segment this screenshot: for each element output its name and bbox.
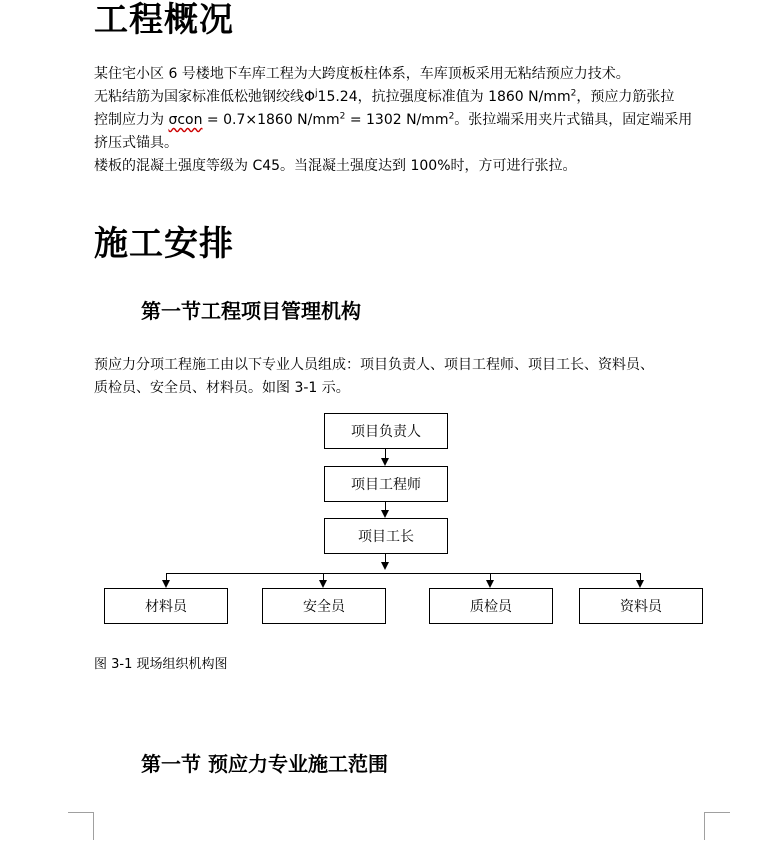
superscript: 2 bbox=[448, 111, 455, 122]
text-fragment: 15.24，抗拉强度标准值为 1860 N/mm bbox=[317, 89, 571, 105]
text-fragment: = 0.7×1860 N/mm bbox=[202, 112, 340, 128]
arrow-down-icon bbox=[636, 580, 644, 588]
arrow-down-icon bbox=[381, 510, 389, 518]
arrow-down-icon bbox=[162, 580, 170, 588]
connector-line bbox=[640, 573, 641, 580]
text-fragment: 无粘结筋为国家标准低松弛钢绞线Φ bbox=[94, 89, 316, 105]
page-corner-mark bbox=[704, 812, 705, 840]
connector-line bbox=[490, 573, 491, 580]
arrow-down-icon bbox=[319, 580, 327, 588]
page-corner-mark bbox=[68, 812, 94, 813]
superscript: 2 bbox=[339, 111, 346, 122]
figure-caption: 图 3-1 现场组织机构图 bbox=[94, 657, 228, 672]
arrow-down-icon bbox=[381, 458, 389, 466]
overview-paragraph bbox=[94, 63, 692, 178]
superscript: 2 bbox=[570, 88, 577, 99]
arrow-down-icon bbox=[486, 580, 494, 588]
overview-line-3 bbox=[94, 109, 692, 132]
connector-line bbox=[323, 573, 324, 580]
org-box-safety: 安全员 bbox=[262, 588, 386, 624]
connector-line bbox=[166, 573, 167, 580]
section1-paragraph bbox=[94, 354, 654, 400]
arrow-down-icon bbox=[381, 562, 389, 570]
org-box-quality: 质检员 bbox=[429, 588, 553, 624]
sigma-con-symbol: σcon bbox=[168, 112, 203, 128]
connector-bus-line bbox=[166, 573, 641, 574]
section1-line-2: 质检员、安全员、材料员。如图 3-1 示。 bbox=[94, 380, 350, 396]
overview-line-4: 挤压式锚具。 bbox=[94, 135, 178, 151]
org-box-project-leader: 项目负责人 bbox=[324, 413, 448, 449]
heading-arrangement: 施工安排 bbox=[94, 224, 234, 264]
page-corner-mark bbox=[93, 812, 94, 840]
org-box-site-foreman: 项目工长 bbox=[324, 518, 448, 554]
overview-line-5: 楼板的混凝土强度等级为 C45。当混凝土强度达到 100%时，方可进行张拉。 bbox=[94, 158, 577, 174]
org-box-materials: 材料员 bbox=[104, 588, 228, 624]
text-fragment: ，预应力筋张拉 bbox=[576, 89, 675, 105]
heading-overview: 工程概况 bbox=[94, 0, 234, 40]
superscript: j bbox=[315, 88, 318, 99]
section1-title: 第一节工程项目管理机构 bbox=[141, 299, 361, 323]
page-corner-mark bbox=[704, 812, 730, 813]
section2-title: 第一节 预应力专业施工范围 bbox=[141, 752, 388, 776]
overview-line-1: 某住宅小区 6 号楼地下车库工程为大跨度板柱体系，车库顶板采用无粘结预应力技术。 bbox=[94, 66, 630, 82]
text-fragment: = 1302 N/mm bbox=[345, 112, 449, 128]
text-fragment: 控制应力为 bbox=[94, 112, 169, 128]
section1-line-1: 预应力分项工程施工由以下专业人员组成：项目负责人、项目工程师、项目工长、资料员、 bbox=[94, 357, 654, 373]
org-box-project-engineer: 项目工程师 bbox=[324, 466, 448, 502]
org-box-documents: 资料员 bbox=[579, 588, 703, 624]
text-fragment: 。张拉端采用夹片式锚具，固定端采用 bbox=[454, 112, 693, 128]
overview-line-2 bbox=[94, 86, 692, 109]
